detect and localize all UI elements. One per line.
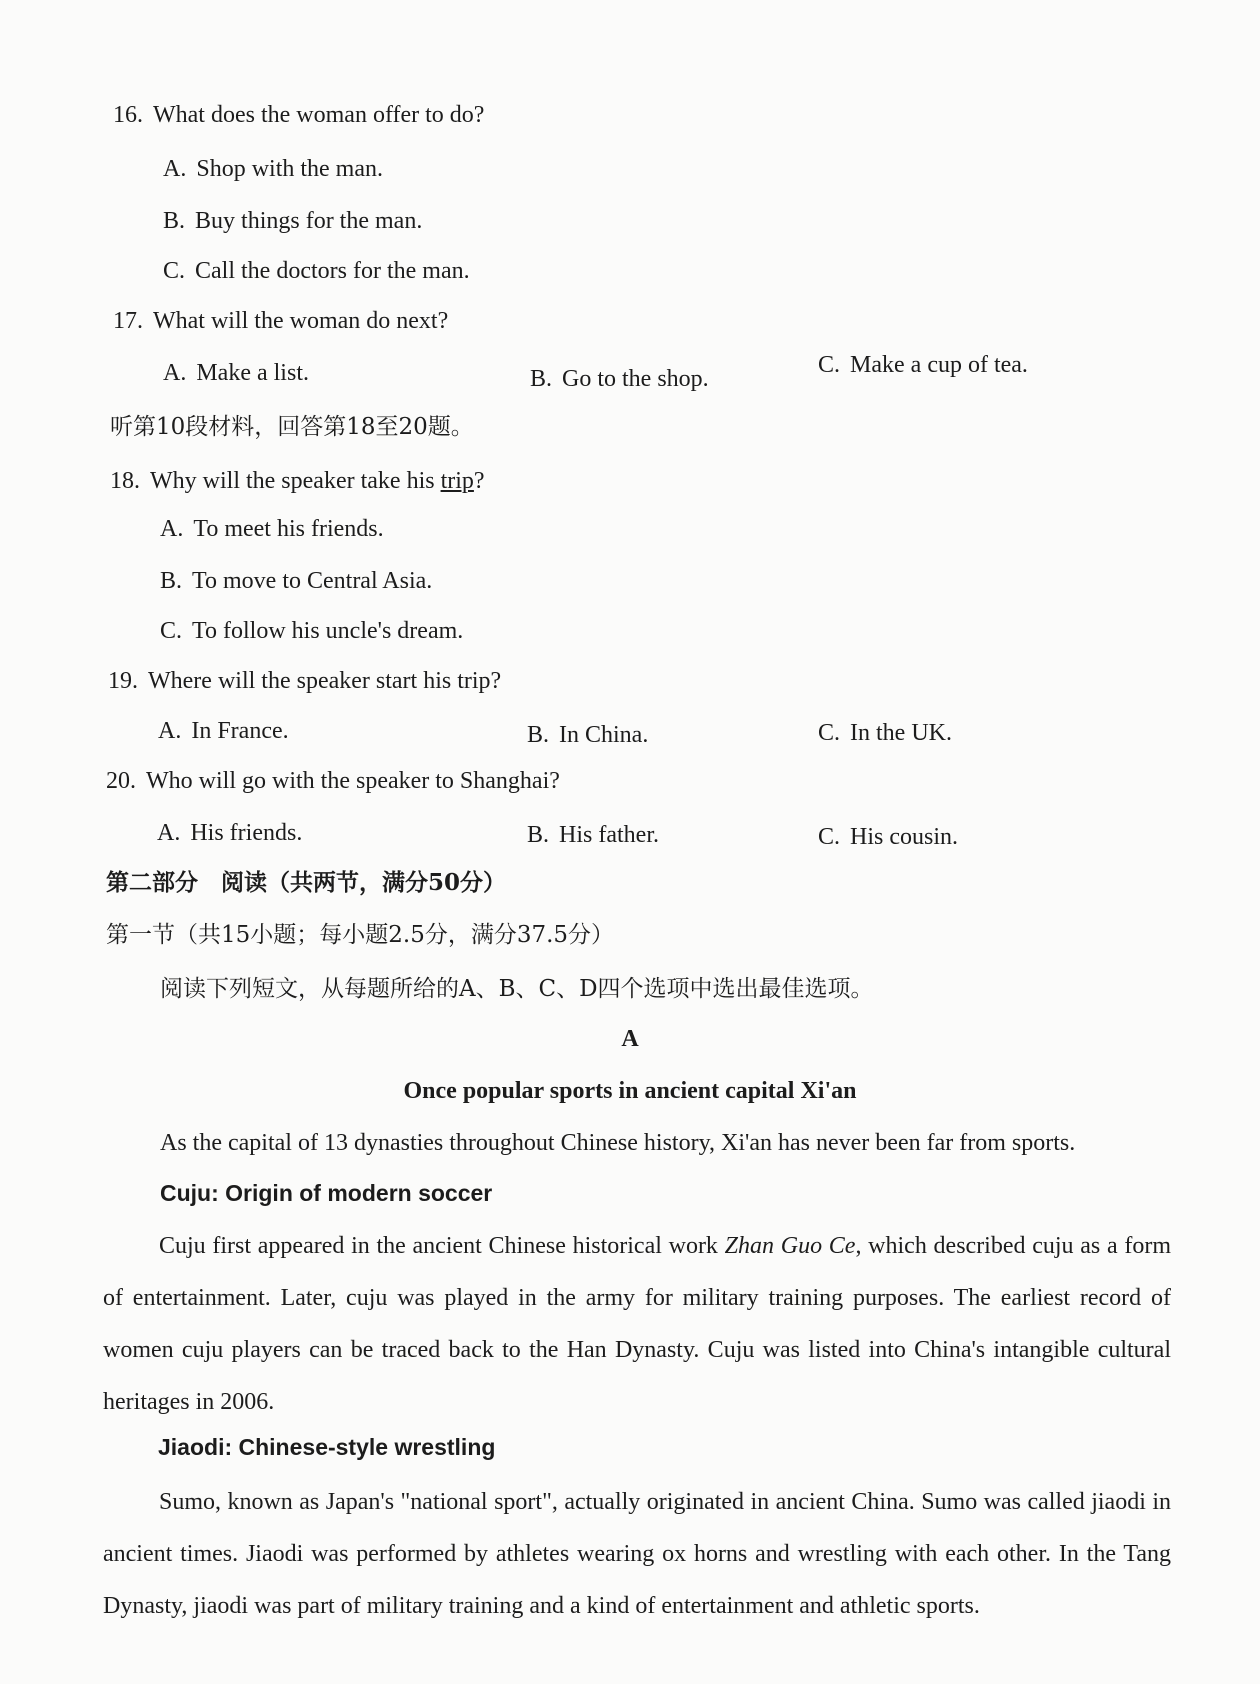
option-text: Shop with the man. bbox=[196, 156, 383, 182]
option-text: His father. bbox=[559, 822, 659, 848]
cuju-paragraph bbox=[103, 1220, 1171, 1428]
option-letter: B. bbox=[527, 722, 550, 748]
option-text: Make a list. bbox=[196, 360, 309, 386]
section-1-heading: 第一节（共15小题；每小题2.5分，满分37.5分） bbox=[106, 922, 615, 948]
question-number: 20. bbox=[106, 768, 136, 794]
jiaodi-heading: Jiaodi: Chinese-style wrestling bbox=[158, 1434, 496, 1460]
option-text: In France. bbox=[191, 718, 289, 744]
cuju-work-title: Zhan Guo Ce bbox=[724, 1233, 856, 1259]
question-19-option-a bbox=[158, 716, 289, 746]
option-letter: A. bbox=[157, 820, 181, 846]
question-underlined-word: trip bbox=[440, 468, 474, 494]
option-text: To meet his friends. bbox=[193, 516, 384, 542]
question-19-option-b bbox=[527, 720, 648, 750]
question-number: 18. bbox=[110, 468, 140, 494]
question-19-option-c bbox=[818, 718, 952, 748]
cuju-heading: Cuju: Origin of modern soccer bbox=[160, 1180, 493, 1206]
listening-instruction: 听第10段材料，回答第18至20题。 bbox=[110, 414, 474, 440]
option-letter: B. bbox=[527, 822, 550, 848]
cuju-text-end: , which described cuju as a form of entertainment. Later, cuju was played in the army for military training purposes. The earliest record of women cuju players can be traced back to the Han Dynasty. Cuju was listed into China's intangible cultural heritages in 2006. bbox=[103, 1233, 1172, 1415]
cuju-text-start: Cuju first appeared in the ancient Chinese historical work bbox=[159, 1233, 725, 1259]
option-letter: B. bbox=[160, 568, 183, 594]
question-number: 16. bbox=[113, 102, 143, 128]
question-number: 19. bbox=[108, 668, 138, 694]
question-text-after: ? bbox=[473, 468, 485, 494]
option-text: In China. bbox=[559, 722, 649, 748]
question-18-option-b bbox=[160, 566, 432, 596]
question-18-stem bbox=[110, 466, 485, 496]
question-text: Where will the speaker start his trip? bbox=[148, 668, 502, 694]
question-text: Who will go with the speaker to Shanghai? bbox=[146, 768, 560, 794]
passage-intro: As the capital of 13 dynasties throughout Chinese history, Xi'an has never been far from sports. bbox=[160, 1130, 1076, 1156]
question-18-option-a bbox=[160, 514, 384, 544]
question-16-option-b bbox=[163, 206, 422, 236]
option-text: Call the doctors for the man. bbox=[195, 258, 470, 284]
question-19-stem bbox=[108, 666, 501, 696]
question-16-option-c bbox=[163, 256, 470, 286]
option-letter: C. bbox=[818, 352, 841, 378]
question-16-option-a bbox=[163, 154, 383, 184]
option-letter: A. bbox=[158, 718, 182, 744]
option-text: To follow his uncle's dream. bbox=[192, 618, 464, 644]
question-17-option-b bbox=[530, 364, 709, 394]
option-text: Make a cup of tea. bbox=[850, 352, 1028, 378]
part-2-heading: 第二部分 阅读（共两节，满分50分） bbox=[106, 869, 507, 896]
option-letter: C. bbox=[160, 618, 183, 644]
question-17-option-a bbox=[163, 358, 309, 388]
question-20-option-c bbox=[818, 822, 958, 852]
question-18-option-c bbox=[160, 616, 463, 646]
question-20-option-a bbox=[157, 818, 302, 848]
option-text: To move to Central Asia. bbox=[192, 568, 433, 594]
reading-instruction: 阅读下列短文，从每题所给的A、B、C、D四个选项中选出最佳选项。 bbox=[160, 976, 874, 1002]
option-letter: C. bbox=[818, 824, 841, 850]
jiaodi-paragraph: Sumo, known as Japan's "national sport", actually originated in ancient China. Sumo was called jiaodi in ancient times. Jiaodi was performed by athletes wearing ox horns and wrestling with each other. In the Tang Dynasty, jiaodi was part of military training and a kind of entertainment and athletic sports. bbox=[103, 1489, 1171, 1619]
option-text: Buy things for the man. bbox=[195, 208, 423, 234]
option-letter: B. bbox=[530, 366, 553, 392]
question-20-option-b bbox=[527, 820, 659, 850]
question-17-stem bbox=[113, 306, 448, 336]
option-text: In the UK. bbox=[850, 720, 952, 746]
question-20-stem bbox=[106, 766, 560, 796]
passage-title: Once popular sports in ancient capital Xi'an bbox=[403, 1078, 857, 1104]
option-letter: A. bbox=[160, 516, 184, 542]
option-letter: C. bbox=[818, 720, 841, 746]
question-17-option-c bbox=[818, 350, 1028, 380]
option-letter: B. bbox=[163, 208, 186, 234]
option-letter: A. bbox=[163, 156, 187, 182]
question-number: 17. bbox=[113, 308, 143, 334]
option-letter: C. bbox=[163, 258, 186, 284]
option-letter: A. bbox=[163, 360, 187, 386]
question-16-stem bbox=[113, 100, 484, 130]
option-text: His friends. bbox=[190, 820, 303, 846]
question-text-before: Why will the speaker take his bbox=[150, 468, 441, 494]
option-text: Go to the shop. bbox=[562, 366, 709, 392]
question-text: What will the woman do next? bbox=[153, 308, 449, 334]
passage-letter: A bbox=[621, 1026, 639, 1052]
option-text: His cousin. bbox=[850, 824, 959, 850]
question-text: What does the woman offer to do? bbox=[153, 102, 485, 128]
